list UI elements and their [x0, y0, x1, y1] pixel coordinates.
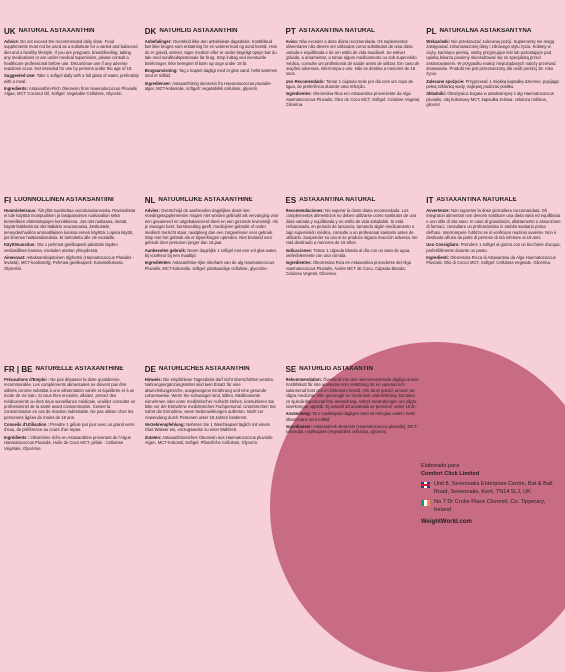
panel-section	[145, 39, 280, 66]
section-label: Advies:	[144, 208, 160, 213]
section-text: Prendre 1 gélule par jour avec un grand verre d'eau, de préférence au cours d'un repas.	[4, 422, 135, 433]
section-label: Brugsanvisning:	[144, 67, 178, 73]
section-text: Ota 1 pehmeä geelikapseli päivittäin täyden vesilasillisen kanssa, mieluiten aterian yhteydessä.	[4, 242, 118, 253]
section-label: Rekommendation:	[285, 377, 323, 382]
uk-flag-icon	[421, 482, 430, 488]
panel-section	[286, 377, 421, 409]
section-text: Do not exceed the recommended daily dose. Food supplements must not be used as a substitute for a varied and balanced diet and a healthy lifestyle. If you are pregnant, breastfeeding, taking any medications or are under medical supervision, please consult a healthcare professional before use. Discontinue use if any adverse reactions occur. Not intended for use by persons under the age of 18.	[4, 39, 138, 71]
country-code: PT	[285, 28, 296, 36]
section-text: Non superare la dose giornaliera raccomandata. Gli integratori alimentari non devono sostituire una dieta varia ed equilibrata e uno stile di vita sano. In caso di gravidanza, allattamento o assunzione di farmaci, consultare un professionista in ambito sanitario prima dell'uso. Interrompere l'utilizzo se si verificano reazioni avverse. Non è destinato all'uso da parte di persone di età inferiore ai 18 anni.	[426, 208, 561, 240]
label-panel-es	[286, 197, 421, 352]
section-text: Tomar 1 cápsula blanda al día con un vaso de agua, preferiblemente con una comida.	[285, 247, 411, 258]
panel-section	[426, 79, 561, 90]
website-link[interactable]: WeightWorld.com	[421, 519, 472, 526]
section-text: Overschrijd de aanbevolen dagelijkse dosis niet. Voedingssupplementen mogen niet worden gebruikt als vervanging voor een gevarieerd en uitgebalanceerd dieet en een gezonde levensstijl. Als je zwanger bent, borstvoeding geeft, medicijnen gebruikt of onder medisch toezicht staat, raadpleeg dan een zorgverlener voor gebruik. Stop met het gebruik als er bijwerkingen optreden. Niet bedoeld voor gebruik door personen jonger dan 18 jaar.	[144, 208, 279, 246]
section-text: Astaxanthine-rijke oleohars van de alg Haematococcus Pluvialis, MCT-kokosolie, softgel: plantaardige cellulose, glycerine.	[144, 260, 275, 271]
product-name: LUONNOLLINEN ASTAKSANTIINI	[14, 197, 114, 203]
product-name: ASTAXANTINA NATURAL	[299, 197, 376, 203]
label-panel-uk	[4, 28, 139, 183]
label-panel-pt	[286, 28, 421, 183]
label-panel-nl	[145, 197, 280, 352]
label-panel-dk	[145, 28, 280, 183]
label-panel-fr-be	[4, 366, 139, 521]
panel-header	[286, 197, 421, 205]
panel-section	[286, 424, 421, 435]
section-label: Ingredienser:	[285, 424, 313, 429]
country-code: UK	[4, 28, 16, 36]
product-name: NATURLIG ASTAXANTIN	[299, 366, 373, 372]
section-text: Nehmen Sie 1 Weichkapsel täglich mit einem Glas Wasser ein, vorzugsweise zu einer Mahlzeit.	[144, 422, 271, 433]
panel-section	[145, 422, 280, 433]
section-label: Anbefalinger:	[144, 39, 172, 44]
panel-section	[145, 435, 280, 446]
country-code: SE	[285, 366, 297, 374]
section-label: Ingredients:	[4, 86, 28, 91]
section-text: Tag 1 kapsel dagligt med et glas vand, helst sammen med et måltid.	[144, 67, 278, 79]
section-text: Neem dagelijks 1 softgel met een vol glas water, bij voorkeur bij een maaltijd.	[144, 247, 277, 258]
panel-section	[4, 255, 139, 271]
section-label: Recomendaciones:	[285, 208, 324, 213]
section-label: Ainesosat:	[4, 255, 26, 260]
section-label: Zalecane spożycie:	[426, 78, 465, 84]
country-code: FR | BE	[4, 366, 33, 374]
section-text: No superar la dosis diaria recomendada. Los complementos alimenticios no deben utilizarse como sustitutos de una dieta variada y equilibrada y un estilo de vida saludable. Si está embarazada, en periodo de lactancia, tomando algún medicamento o bajo supervisión médica, consulte a un profesional sanitario antes de utilizarlo. Suspender su uso si se produce alguna reacción adversa. No está destinado a menores de 18 años.	[285, 208, 418, 246]
label-panel-it	[426, 197, 561, 352]
section-label: Avvertenze:	[426, 208, 450, 213]
panel-section	[286, 39, 421, 77]
section-text: Tomar 1 cápsula mole por dia com um copo de água, de preferência durante uma refeição.	[285, 78, 413, 89]
label-panels-grid	[4, 28, 561, 521]
section-label: Verzehrempfehlung:	[144, 422, 186, 427]
panel-section	[286, 91, 421, 107]
panel-section	[145, 68, 280, 79]
panel-header	[145, 197, 280, 205]
panel-section	[4, 242, 139, 253]
section-label: Ingredientes:	[285, 260, 312, 266]
panel-section	[426, 242, 561, 253]
section-text: Prendere 1 softgel al giorno con un bicchiere d'acqua, preferibilmente durante un pasto.	[426, 242, 561, 253]
section-text: Astaxanthinrig oleoresin fra Haematococcus pluvialis-alger, MCT-kokosolie, softgelt: vegetabilsk cellulose, glycerin.	[144, 80, 272, 91]
panel-header	[145, 28, 280, 36]
panel-section	[426, 208, 561, 240]
section-text: Oleorresina Rica en Astaxantina procedente del Alga Haematococcus Pluvialis, Aceite MCT de Coco, Cápsula Blanda: Celulosa Vegetal, Glicerina.	[285, 260, 411, 277]
country-code: FI	[4, 197, 12, 205]
section-label: Indicaciones:	[285, 247, 313, 253]
product-name: ASTAXANTINA NATURALE	[436, 197, 517, 203]
panel-section	[286, 208, 421, 246]
panel-section	[4, 86, 139, 97]
section-label: Användning:	[285, 411, 312, 417]
panel-header	[426, 28, 561, 36]
uk-address-row	[421, 481, 561, 496]
ireland-flag-icon	[421, 500, 430, 506]
product-name: NATURLIG ASTAXANTHIN	[159, 28, 238, 34]
section-label: Huomiokeisuus:	[4, 208, 37, 213]
section-text: Oleoresina Ricca di Astaxantina da Alga Haematococcus Pluvialis, Olio di Cocco MCT, Softgel: Cellulosa Vegetale, Glicerina.	[426, 255, 556, 266]
section-label: Précautions d'Emploi :	[4, 377, 50, 382]
panel-section	[4, 422, 139, 433]
product-name: NATURAL ASTAXANTHIN	[18, 28, 95, 34]
country-code: DK	[144, 28, 157, 36]
section-text: Não exceder a dose diária recomendada. Os suplementos alimentares não devem ser utilizados como substitutos de uma dieta variada e equilibrada e de um estilo de vida saudável. Se estiver grávida, a amamentar, a tomar algum medicamento ou sob supervisão médica, consulte um profissional de saúde antes de utilizar. Em caso de reações adversas, interrompa o uso. Não se destina a menores de 18 anos.	[285, 39, 420, 77]
section-label: Zutaten:	[144, 434, 162, 440]
panel-section	[286, 79, 421, 90]
panel-header	[4, 197, 139, 205]
section-label: Aviso:	[285, 39, 299, 44]
product-name: NATUURLIJKE ASTAXANTHINE	[158, 197, 253, 203]
ie-address: No 7 Dr Croke Place Clonmel, Co. Tipperary, Ireland	[434, 499, 546, 513]
panel-header	[145, 366, 280, 374]
ie-address-row	[421, 499, 561, 514]
section-text: Die empfohlene Tagesdosis darf nicht überschritten werden. Nahrungsergänzungsmittel sind kein Ersatz für eine abwechslungsreiche, ausgewogene Ernährung und eine gesunde Lebensweise. Wenn Sie schwanger sind, stillen, Medikamente einnehmen oder unter medizinischer Aufsicht stehen, konsultieren Sie bitte vor der Einnahme medizinisches Fachpersonal. Unterbrechen Sie sofort die Einnahme, wenn Nebenwirkungen auftreten. Nicht zur Anwendung durch Personen unter 18 Jahren bestimmt.	[144, 377, 276, 420]
label-panel-se	[286, 366, 421, 521]
section-label: Ingrediënten:	[144, 260, 172, 266]
product-name: NATURALNA ASTAKSANTYNA	[439, 28, 532, 34]
panel-section	[426, 91, 561, 107]
section-label: Wskazówki:	[426, 39, 450, 44]
section-text: Oléorésine riche en Astaxanthine provenant de l'Algue Haematococcus Pluvialis, Huile de Coco MCT, gélule : Cellulose Végétale, Glycérine.	[4, 434, 131, 451]
section-label: Ingredientes:	[285, 91, 312, 97]
section-text: Oleoresina Rica em Astaxantina proveniente da Alga Haematococcus Pluvialis, Óleo de Coco MCT, Softgel: Celulose Vegetal, Glicerina.	[285, 91, 421, 108]
country-code: ES	[285, 197, 297, 205]
section-text: Take 1 softgel daily with a full glass of water, preferably with a meal.	[4, 73, 139, 84]
panel-section	[4, 73, 139, 84]
country-code: DE	[144, 366, 156, 374]
panel-section	[286, 260, 421, 276]
section-text: Nie przekraczać zalecanej porcji. Suplementy nie mogą zastępować zrównoważonej diety i zdrowego stylu życia. Kobiety w ciąży, karmiące piersią, osoby przyjmujące leki lub pozostające pod opieką lekarza powinny skonsultować się ze specjalistą przed zastosowaniem. W przypadku reakcji niepożądanych należy przerwać stosowanie. Produkt nie jest przeznaczony dla osób poniżej 18. roku życia.	[426, 39, 556, 77]
panel-section	[286, 248, 421, 259]
panel-section	[4, 377, 139, 420]
section-text: Överskrid inte den rekommenderade dagliga dosen. Kosttillskott får inte användas som ersättning för en varierad och balanserad kost och en hälsosam livsstil. Om du är gravid, ammar, tar några mediciner eller genomgår en medicinsk undersökning, kontakta en sjukvårdspersonal före användning. Avbryt användningen om några biverkningar uppstår. Ej avsedd att användas av personer under 18 år.	[285, 377, 420, 409]
panel-section	[4, 208, 139, 240]
label-panel-fi	[4, 197, 139, 352]
country-code: NL	[144, 197, 156, 205]
section-label: Suggested Use:	[4, 73, 36, 79]
section-text: Astaxanthin-Rich Oleoresin from Haematococcus Pluvialis Algae, MCT Coconut Oil, Softgel: Vegetable Cellulose, Glycerin.	[4, 86, 137, 97]
section-label: Uso Consigliato:	[426, 242, 460, 248]
section-label: Składniki:	[426, 91, 447, 97]
panel-section	[145, 260, 280, 271]
panel-header	[286, 366, 421, 374]
made-for-label: Elaborado para	[421, 463, 460, 469]
label-panel-de	[145, 366, 280, 521]
section-label: Ingrédients :	[4, 434, 30, 440]
product-name: ASTAXANTINA NATURAL	[298, 28, 375, 34]
section-label: Käyttösuositus:	[4, 242, 36, 248]
section-label: Conseils d'Utilisation :	[4, 422, 49, 427]
panel-section	[286, 411, 421, 422]
section-text: Astaksantiinipitoinen öljyhartsi (Haematococcus Pluvialis -levästä), MCT-kookosöljy, Pehmeä geelikapseli: Kasviselluloosa, Glyseriini.	[4, 255, 134, 271]
section-text: Ta 1 mjukkapsel dagligen med ett helt glas vatten, helst tillsammans med måltid.	[285, 411, 415, 422]
company-name: Comfort Click Limited	[421, 470, 480, 477]
section-text: Ne pas dépasser la dose quotidienne recommandée. Les compléments alimentaires ne doivent pas être utilisés comme substitut à une alimentation variée et équilibrée et à un mode de vie sain. Si vous êtes enceinte, allaitez, prenez des médicaments ou êtes sous surveillance médicale, veuillez consulter un professionnel de la santé avant consommation. Cesser la consommation en cas de réaction indésirable. Ne pas utiliser chez les personnes âgées de moins de 18 ans.	[4, 377, 136, 420]
product-name: NATURELLE ASTAXANTHINE	[35, 366, 124, 372]
section-text: Astaxanthinreiches Oleoresin aus Haematococcus pluvialis-Algen, MCT-Kokosöl, Softgel: Pflanzliche Cellulose, Glycerin.	[144, 434, 274, 446]
section-text: Oleożywica bogata w astaksantynę z alg Haematococcus pluvialis, olej kokosowy MCT, kapsułka żelowa: celuloza roślinna, glicerol.	[426, 91, 554, 108]
panel-header	[286, 28, 421, 36]
panel-header	[4, 28, 139, 36]
section-text: Astaxantinrik oleoresin (Haematococcus pluvialis), MCT-kokosolja, mjukkapsel (vegetabilisk cellulosa, glycerin).	[285, 424, 418, 435]
panel-section	[145, 377, 280, 420]
section-text: Overskrid ikke den anbefalede dagsdosis. Kosttilskud bør ikke bruges som erstatning for en varieret kost og sund livsstil. Hvis du er gravid, ammer, tager medicin eller er under lægeligt opsyn bør du tale med sundhedspersonale før brug. Stop indtag ved eventuelle bivirkninger. Ikke beregnet til børn og unge under 18 år.	[144, 39, 277, 66]
section-label: Ingredienti:	[426, 255, 450, 260]
section-label: Ingredienser:	[144, 80, 172, 86]
panel-section	[426, 39, 561, 77]
label-panel-pl	[426, 28, 561, 183]
section-label: Hinweis:	[144, 377, 162, 382]
panel-section	[145, 81, 280, 92]
product-name: NATÜRLICHES ASTAXANTHIN	[158, 366, 250, 372]
manufacturer-block	[421, 463, 561, 526]
country-code: IT	[426, 197, 434, 205]
panel-section	[4, 435, 139, 451]
section-text: Przyjmować 1 miękką kapsułkę dziennie, popijając pełną szklanką wody, najlepiej podczas posiłku.	[426, 78, 560, 89]
panel-section	[145, 208, 280, 246]
panel-section	[4, 39, 139, 71]
section-label: Advice:	[4, 39, 20, 44]
section-text: Älä ylitä suositeltua vuorokausiannosta. Ravintolisää ei tule käyttää monipuolisen ja tasapainoisen ruokavalion sekä terveellisen elämäntapojen korvikkeena. Jos olet raskaana, imetät, käytät lääkkeitä tai olet lääkärin seurannassa, keskustele terveydenhuollon ammattilaisen kanssa ennen käyttöä. Lopeta käyttö, jos ilmenee haittavaikutuksia. Ei tarkoitettu alle 18-vuotiaille.	[4, 208, 136, 240]
panel-header	[4, 366, 139, 374]
panel-section	[145, 248, 280, 259]
panel-header	[426, 197, 561, 205]
section-label: Uso Recomendado:	[285, 78, 325, 84]
uk-address: Unit 8, Sevenoaks Enterprise Centre, Bat & Ball Road, Sevenoaks, Kent, TN14 5LJ, UK	[434, 481, 553, 495]
section-label: Aanbevolen gebruik:	[144, 247, 187, 253]
country-code: PL	[426, 28, 437, 36]
panel-section	[426, 255, 561, 266]
